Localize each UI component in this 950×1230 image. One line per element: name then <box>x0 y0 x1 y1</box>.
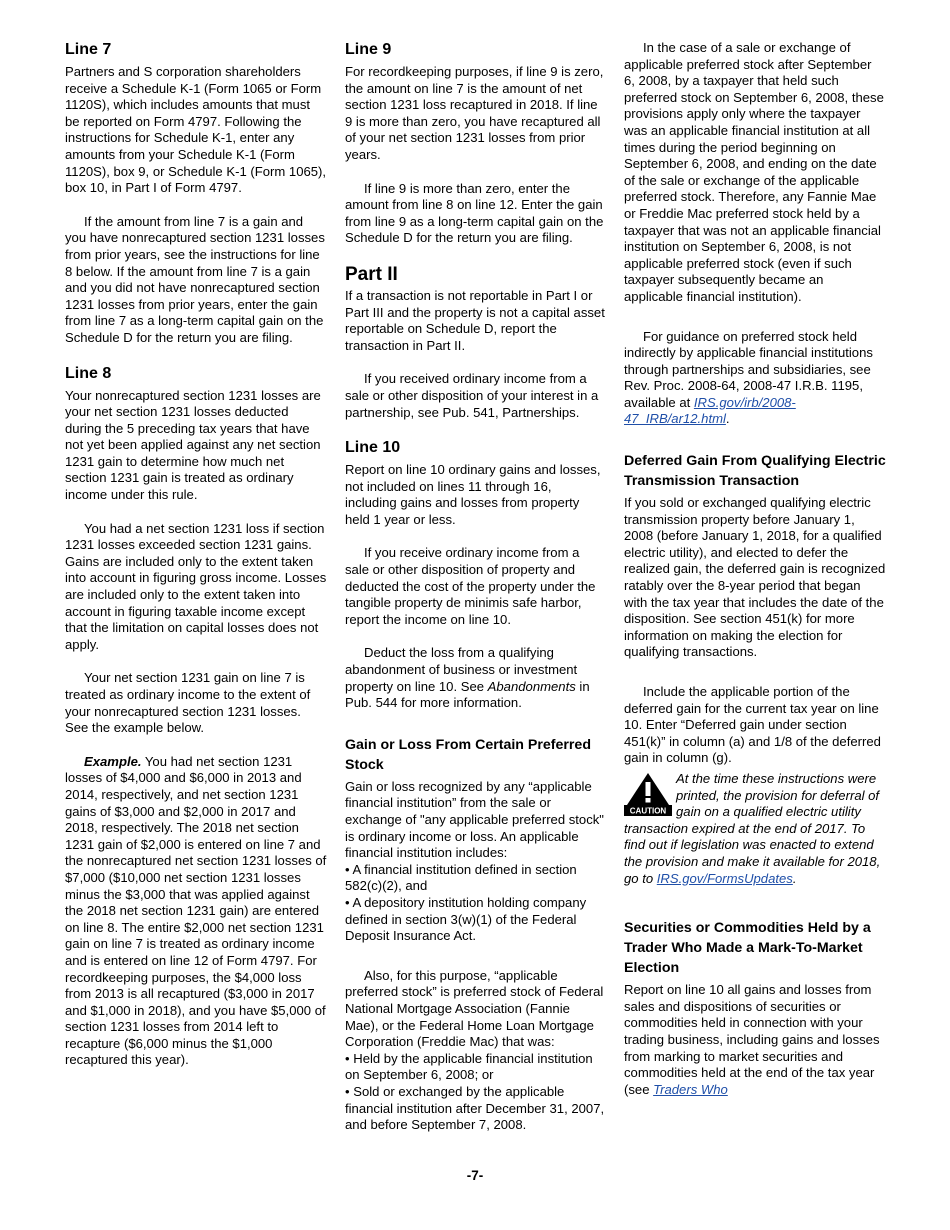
part2-paragraph-2: If you received ordinary income from a sale or other disposition of your interest in a partnership, see Pub. 541, Partnerships. <box>345 371 599 420</box>
line10-paragraph-1: Report on line 10 ordinary gains and losses, not included on lines 11 through 16, including gains and losses from property held 1 year or less. <box>345 462 601 527</box>
deferred-gain-heading: Deferred Gain From Qualifying Electric Transmission Transaction <box>624 453 886 490</box>
securities-paragraph-1 <box>624 982 886 1098</box>
line10-heading: Line 10 <box>345 439 401 457</box>
line9-heading: Line 9 <box>345 41 392 58</box>
line7-paragraph-1: Partners and S corporation shareholders receive a Schedule K-1 (Form 1065 or Form 1120S), which includes amounts that must be reported on Form 4797. Following the instructions for Schedule K-1, enter any amounts from your Schedule K-1 (Form 1120S), box 9, or Schedule K-1 (Form 1065), box 10, in Part I of Form 4797. <box>65 64 327 196</box>
preferred-stock-paragraph-2: Also, for this purpose, “applicable preferred stock” is preferred stock of Federal National Mortgage Association (Fannie Mae), or the Federal Home Loan Mortgage Corporation (Freddie Mac) that was: <box>345 967 604 1050</box>
line9-paragraph-2: If line 9 is more than zero, enter the amount from line 8 on line 12. Enter the gain from line 9 as a long-term capital gain on the Schedule D for the return you are filing. <box>345 180 604 246</box>
caution-text-b: . <box>792 870 797 886</box>
preferred-paragraph-2 <box>624 329 886 429</box>
preferred-paragraph-1: In the case of a sale or exchange of applicable preferred stock after September 6, 2008, by a taxpayer that held such preferred stock on September 6, 2008, these provisions apply only where the taxpayer was an applicable financial institution at all times during the period beginning on September 6, 2008, and ending on the date of the sale or exchange of the applicable preferred stock. Therefore, any Fannie Mae or Freddie Mac preferred stock held by a taxpayer that was not an applicable financial institution on September 6, 2008, is not applicable preferred stock (even if such taxpayer subsequently became an applicable financial institution). <box>624 40 884 304</box>
example-text: You had net section 1231 losses of $4,000 and $6,000 in 2013 and 2014, respectively, and net section 1231 gains of $3,000 and $2,000 in 2017 and 2018, respectively. The 2018 net section 1231 gain of $2,000 is entered on line 7 and the nonrecaptured net section 1231 losses of $7,000 ($10,000 net section 1231 losses minus the $3,000 that was applied against the 2018 net section 1231 gain) are entered on line 8. The entire $2,000 net section 1231 gain on line 7 is treated as ordinary income and is entered on line 12 of Form 4797. For recordkeeping purposes, the $4,000 loss from 2013 is all recaptured ($3,000 in 2017 and $1,000 in 2018), and you have $5,000 of section 1231 losses from 2014 left to recapture ($6,000 minus the $1,000 recaptured this year). <box>65 753 327 1068</box>
line10-paragraph-3 <box>345 645 605 711</box>
irb-link[interactable]: IRS.gov/irb/2008-47_IRB/ar12.html <box>624 394 796 427</box>
column-2 <box>345 40 605 1134</box>
example-label: Example. <box>84 753 142 769</box>
line9-paragraph-1: For recordkeeping purposes, if line 9 is zero, the amount on line 7 is the amount of net section 1231 loss recaptured in 2018. If line 9 is more than zero, you have recaptured all of your net section 1231 losses from prior years. <box>345 64 604 162</box>
preferred-stock-heading: Gain or Loss From Certain Preferred Stock <box>345 736 591 773</box>
line10-paragraph-2: If you receive ordinary income from a sale or other disposition of property and deducted the cost of the property under the tangible property de minimis safe harbor, report the income on line 10. <box>345 545 596 627</box>
preferred-stock-paragraph-1: Gain or loss recognized by any “applicable financial institution” from the sale or exchange of "any applicable preferred stock" is ordinary income or loss. An applicable financial institution includes: <box>345 778 604 861</box>
caution-icon <box>624 771 676 819</box>
securities-heading: Securities or Commodities Held by a Trader Who Made a Mark-To-Market Election <box>624 920 871 977</box>
bullet-held-by: • Held by the applicable financial institution on September 6, 2008; or <box>345 1051 605 1084</box>
line8-heading: Line 8 <box>65 364 112 382</box>
part2-paragraph-1: If a transaction is not reportable in Part I or Part III and the property is not a capital asset reportable on Schedule D, report the transaction in Part II. <box>345 287 605 353</box>
line10-p3-text-b: in Pub. 544 for more information. <box>345 678 590 711</box>
traders-who-link[interactable]: Traders Who <box>653 1081 728 1097</box>
page-number: -7- <box>466 1168 484 1183</box>
bullet-depository-institution: • A depository institution holding company defined in section 3(w)(1) of the Federal Deposit Insurance Act. <box>345 895 605 945</box>
preferred-p2-text-a: For guidance on preferred stock held indirectly by applicable financial institutions through partnerships and subsidiaries, see Rev. Proc. 2008-64, 2008-47 I.R.B. 1195, available at <box>624 328 873 410</box>
line8-paragraph-2: You had a net section 1231 loss if section 1231 losses exceeded section 1231 gains. Gains are included only to the extent taken into account in figuring gross income. Losses are included only to the extent taken into account in figuring taxable income except that the limitation on capital losses does not apply. <box>65 520 327 652</box>
line10-p3-text-a: Deduct the loss from a qualifying abandonment of business or investment property on line 10. See <box>345 645 578 694</box>
forms-updates-link[interactable]: IRS.gov/FormsUpdates <box>656 870 793 886</box>
deferred-gain-paragraph-2: Include the applicable portion of the deferred gain for the current tax year on line 10. Enter “Deferred gain under section 451(k)” in column (a) and 1/8 of the deferred gain in column (g). <box>624 684 881 766</box>
example-paragraph <box>65 754 327 1069</box>
caution-note <box>624 771 886 887</box>
column-1 <box>65 40 327 1086</box>
caution-text-a: At the time these instructions were printed, the provision for deferral of gain on a qualified electric utility transaction expired at the end of 2017. To find out if legislation was enacted to extend the provision and make it available for 2018, go to <box>624 770 881 886</box>
part2-heading: Part II <box>345 263 398 285</box>
deferred-gain-paragraph-1: If you sold or exchanged qualifying electric transmission property before January 1, 2008 (before January 1, 2018, for a qualified electric utility), and elected to defer the realized gain, the deferred gain is recognized ratably over the 8-year period that began with the tax year that includes the date of the disposition. See section 451(k) for more information on making the election for qualifying transactions. <box>624 495 886 660</box>
line7-heading: Line 7 <box>65 41 112 58</box>
securities-p1-text: Report on line 10 all gains and losses from sales and dispositions of securities or commodities held in connection with your trading business, including gains and losses from marking to market securities and commodities held at the end of the tax year (see <box>624 982 880 1097</box>
caution-icon-label: CAUTION <box>629 806 667 816</box>
column-3 <box>624 40 886 1115</box>
line8-paragraph-1: Your nonrecaptured section 1231 losses are your net section 1231 losses deducted during the 5 preceding tax years that have not yet been applied against any net section 1231 gain to determine how much net section 1231 gain is treated as ordinary income under this rule. <box>65 387 321 503</box>
bullet-financial-institution: • A financial institution defined in section 582(c)(2), and <box>345 862 605 895</box>
line7-paragraph-2: If the amount from line 7 is a gain and you have nonrecaptured section 1231 losses from prior years, see the instructions for line 8 below. If the amount from line 7 is a gain and you did not have nonrecaptured section 1231 losses from prior years, enter the gain from line 7 as a long-term capital gain on the Schedule D for the return you are filing. <box>65 213 325 345</box>
abandonments-ref: Abandonments <box>487 678 576 694</box>
preferred-p2-text-b: . <box>725 411 730 427</box>
bullet-sold-or-exchanged: • Sold or exchanged by the applicable financial institution after December 31, 2007, and before September 7, 2008. <box>345 1084 605 1134</box>
line8-paragraph-3: Your net section 1231 gain on line 7 is treated as ordinary income to the extent of your nonrecaptured section 1231 losses. See the example below. <box>65 670 311 736</box>
